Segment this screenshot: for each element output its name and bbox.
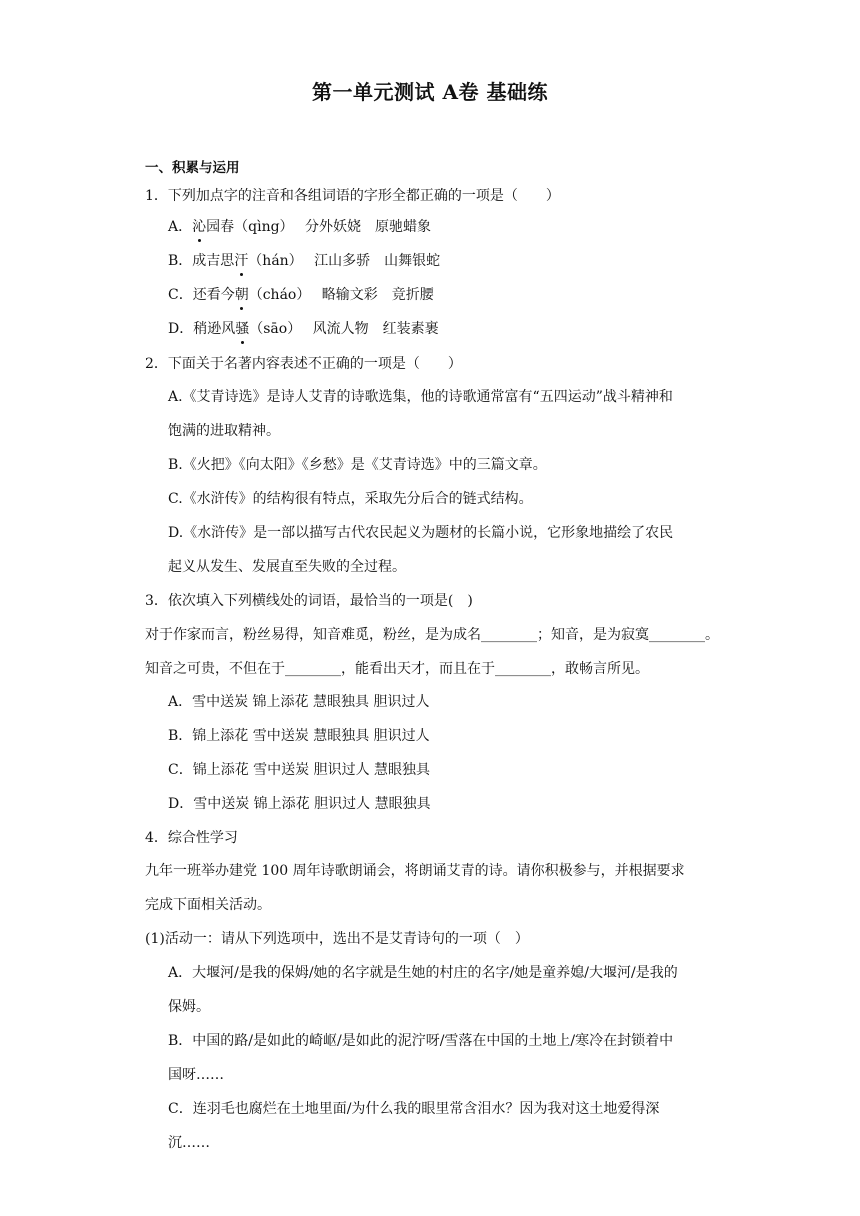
question-4-option-a-cont: 保姆。 xyxy=(168,999,210,1015)
question-3-stem: 3．依次填入下列横线处的词语，最恰当的一项是( ) xyxy=(145,593,473,609)
question-4-sub-1: (1)活动一：请从下列选项中，选出不是艾青诗句的一项（ ） xyxy=(145,931,529,947)
question-4-intro-line-1: 九年一班举办建党 100 周年诗歌朗诵会，将朗诵艾青的诗。请你积极参与，并根据要求 xyxy=(145,863,685,879)
question-4-stem: 4．综合性学习 xyxy=(145,830,238,846)
question-2-option-d-cont: 起义从发生、发展直至失败的全过程。 xyxy=(168,559,406,575)
question-4-intro-line-2: 完成下面相关活动。 xyxy=(145,897,271,913)
page-title: 第一单元测试 A卷 基础练 xyxy=(312,80,548,104)
question-1-option-c: C．还看今朝（cháo） 略输文彩 竞折腰 xyxy=(168,287,434,303)
question-4-option-b-cont: 国呀…… xyxy=(168,1067,224,1083)
question-2-option-a: A.《艾青诗选》是诗人艾青的诗歌选集，他的诗歌通常富有“五四运动”战斗精神和 xyxy=(168,389,673,405)
question-2-option-c: C.《水浒传》的结构很有特点，采取先分后合的链式结构。 xyxy=(168,491,533,507)
question-3-option-a: A．雪中送炭 锦上添花 慧眼独具 胆识过人 xyxy=(168,694,430,710)
question-2-stem: 2．下面关于名著内容表述不正确的一项是（ ） xyxy=(145,356,462,372)
question-3-option-d: D．雪中送炭 锦上添花 胆识过人 慧眼独具 xyxy=(168,796,431,812)
section-heading: 一、积累与运用 xyxy=(145,160,240,176)
question-2-option-a-cont: 饱满的进取精神。 xyxy=(168,423,280,439)
question-1-option-a: A．沁园春（qìng） 分外妖娆 原驰蜡象 xyxy=(168,219,431,235)
emphasis-dot-char: 骚 xyxy=(235,321,250,337)
question-4-option-a: A．大堰河/是我的保姆/她的名字就是生她的村庄的名字/她是童养媳/大堰河/是我的 xyxy=(168,965,678,981)
question-3-passage-line-1: 对于作家而言，粉丝易得，知音难觅，粉丝，是为成名________；知音，是为寂寞________。 xyxy=(145,627,719,643)
question-1-option-b: B．成吉思汗（hán） 江山多骄 山舞银蛇 xyxy=(168,253,441,269)
question-4-option-c-cont: 沉…… xyxy=(168,1135,210,1151)
question-1-stem: 1．下列加点字的注音和各组词语的字形全都正确的一项是（ ） xyxy=(145,188,560,204)
question-2-option-d: D.《水浒传》是一部以描写古代农民起义为题材的长篇小说，它形象地描绘了农民 xyxy=(168,525,674,541)
question-4-option-b: B．中国的路/是如此的崎岖/是如此的泥泞呀/雪落在中国的土地上/寒冷在封锁着中 xyxy=(168,1033,674,1049)
question-4-option-c: C．连羽毛也腐烂在土地里面/为什么我的眼里常含泪水？因为我对这土地爱得深 xyxy=(168,1101,660,1117)
question-3-option-c: C．锦上添花 雪中送炭 胆识过人 慧眼独具 xyxy=(168,762,431,778)
question-1-option-d: D．稍逊风骚（sāo） 风流人物 红装素裹 xyxy=(168,321,439,337)
question-2-option-b: B.《火把》《向太阳》《乡愁》是《艾青诗选》中的三篇文章。 xyxy=(168,457,547,473)
question-3-option-b: B．锦上添花 雪中送炭 慧眼独具 胆识过人 xyxy=(168,728,430,744)
emphasis-dot-char: 沁 xyxy=(192,219,207,235)
emphasis-dot-char: 朝 xyxy=(234,287,249,303)
emphasis-dot-char: 汗 xyxy=(234,253,249,269)
question-3-passage-line-2: 知音之可贵，不但在于________，能看出天才，而且在于________，敢畅言所见。 xyxy=(145,661,649,677)
